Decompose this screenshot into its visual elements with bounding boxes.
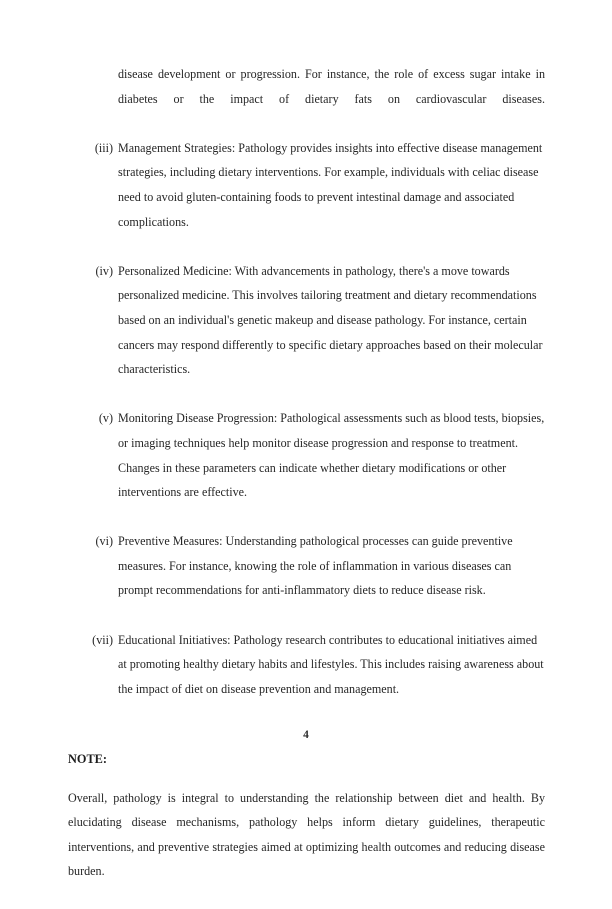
note-paragraph: Overall, pathology is integral to understanding the relationship between diet and health. By elucidating disease mechanisms, pathology helps inform dietary guidelines, therapeutic interventions, and preventive strategies aimed at optimizing health outcomes and reducing disease burden. [68,790,545,879]
list-item-text: Monitoring Disease Progression: Pathological assessments such as blood tests, biopsies, or imaging techniques help monitor disease progression and response to treatment. Changes in these parameters can indicate whether dietary modifications or other interventions are effective. [118,411,545,500]
page-number: 4 [303,729,309,741]
list-item-text: Management Strategies: Pathology provides insights into effective disease management strategies, including dietary interventions. For example, individuals with celiac disease need to avoid gluten-containing foods to prevent intestinal damage and associated complications. [118,140,543,229]
note-section [68,747,545,909]
list-item-marker: (iv) [95,263,113,278]
list-item-marker: (vi) [95,534,113,549]
list-item-text: Educational Initiatives: Pathology research contributes to educational initiatives aimed at promoting healthy dietary habits and lifestyles. This includes raising awareness about the impact of diet on disease prevention and management. [118,632,544,696]
list-item [68,406,545,529]
continuation-paragraph: disease development or progression. For instance, the role of excess sugar intake in diabetes or the impact of dietary fats on cardiovascular diseases. [118,67,545,106]
list-item-text: Personalized Medicine: With advancements in pathology, there's a move towards personalized medicine. This involves tailoring treatment and dietary recommendations based on an individual's genetic makeup and disease pathology. For instance, certain cancers may respond differently to specific dietary approaches based on their molecular characteristics. [118,263,543,377]
roman-numeral-list [68,136,545,726]
note-heading: NOTE: [68,752,107,767]
list-item-marker: (iii) [94,140,113,155]
list-item-text: Preventive Measures: Understanding pathological processes can guide preventive measures. For instance, knowing the role of inflammation in various diseases can prompt recommendations for anti-inflammatory diets to reduce disease risk. [118,534,513,598]
list-item [68,259,545,407]
list-item [68,136,545,259]
list-item [68,529,545,627]
list-item-marker: (vii) [92,632,113,647]
list-item [68,628,545,726]
page-content [68,62,545,909]
list-item-marker: (v) [98,411,113,426]
